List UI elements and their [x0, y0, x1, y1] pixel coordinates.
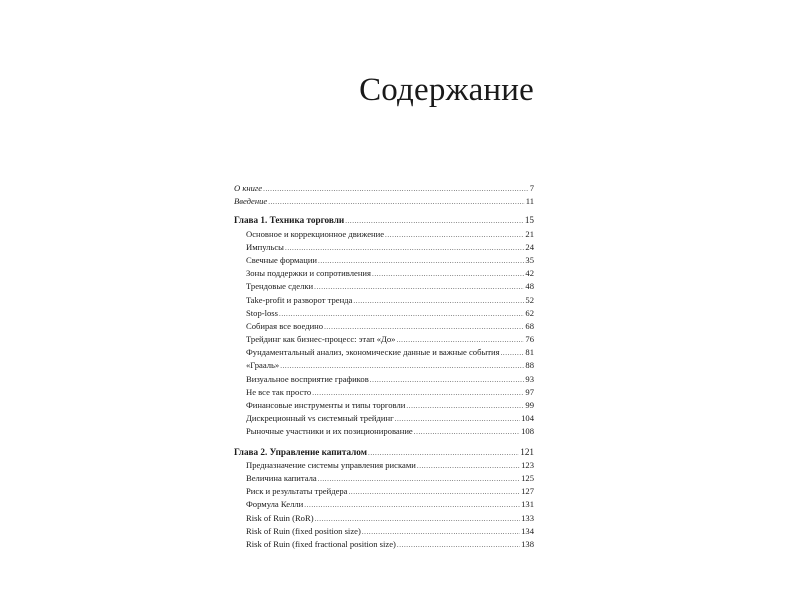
toc-section[interactable]	[234, 320, 534, 333]
dot-leader	[263, 183, 529, 195]
toc-chapter-page: 15	[524, 215, 534, 226]
toc-section-label: Собирая все воедино	[246, 320, 324, 331]
toc-section[interactable]	[234, 373, 534, 386]
toc-section-label: Risk of Ruin (RoR)	[246, 512, 314, 523]
toc-section-page: 76	[525, 334, 534, 345]
toc-section-page: 88	[525, 360, 534, 371]
dot-leader	[385, 229, 524, 241]
dot-leader	[406, 400, 524, 412]
toc-section-label: Формула Келли	[246, 499, 304, 510]
toc-section-page: 108	[521, 426, 534, 437]
toc-section[interactable]	[234, 254, 534, 267]
toc-section-page: 24	[525, 241, 534, 252]
toc-section[interactable]	[234, 241, 534, 254]
toc-section-label: Risk of Ruin (fixed position size)	[246, 525, 361, 536]
dot-leader	[304, 499, 520, 511]
dot-leader	[370, 374, 525, 386]
toc-section[interactable]	[234, 294, 534, 307]
toc-chapter-label: Глава 1. Техника торговли	[234, 215, 345, 226]
toc-section-page: 52	[525, 294, 534, 305]
page-title: Содержание	[359, 72, 534, 109]
toc-section[interactable]	[234, 538, 534, 551]
toc-entry-page: 11	[525, 196, 534, 207]
toc-section[interactable]	[234, 267, 534, 280]
toc-section[interactable]	[234, 399, 534, 412]
toc-section-page: 97	[525, 386, 534, 397]
toc-section[interactable]	[234, 459, 534, 472]
toc-section-page: 62	[525, 307, 534, 318]
toc-section-page: 42	[525, 268, 534, 279]
toc-section-label: Основное и коррекционное движение	[246, 228, 385, 239]
toc-section[interactable]	[234, 485, 534, 498]
toc-section[interactable]	[234, 386, 534, 399]
toc-section[interactable]	[234, 512, 534, 525]
dot-leader	[349, 486, 521, 498]
toc-section[interactable]	[234, 412, 534, 425]
toc-section[interactable]	[234, 498, 534, 511]
toc-section-label: Риск и результаты трейдера	[246, 486, 348, 497]
dot-leader	[501, 347, 525, 359]
toc-entry-page: 7	[529, 183, 534, 193]
toc-section-page: 133	[521, 512, 534, 523]
toc-section[interactable]	[234, 228, 534, 241]
toc-chapter-label: Глава 2. Управление капиталом	[234, 446, 367, 457]
toc-section-page: 138	[521, 538, 534, 549]
toc-section-label: Рыночные участники и их позиционирование	[246, 426, 413, 437]
dot-leader	[353, 295, 524, 307]
toc-section-label: Визуальное восприятие графиков	[246, 373, 369, 384]
toc-section-label: Зоны поддержки и сопротивления	[246, 268, 371, 279]
toc-section[interactable]	[234, 425, 534, 438]
dot-leader	[285, 242, 524, 254]
dot-leader	[362, 526, 520, 538]
toc-section-label: Трейдинг как бизнес-процесс: этап «До»	[246, 334, 396, 345]
dot-leader	[414, 426, 520, 438]
toc-section-page: 93	[525, 373, 534, 384]
dot-leader	[397, 539, 520, 551]
dot-leader	[395, 413, 521, 425]
toc-section-page: 68	[525, 320, 534, 331]
dot-leader	[315, 513, 521, 525]
toc-section-label: Предназначение системы управления рисками	[246, 459, 416, 470]
toc-section-label: Stop-loss	[246, 307, 278, 318]
toc-section-page: 81	[525, 347, 534, 358]
toc-entry-about-book[interactable]	[234, 182, 534, 195]
toc-section-page: 131	[521, 499, 534, 510]
toc-section-label: Финансовые инструменты и типы торговли	[246, 400, 406, 410]
toc-chapter-1[interactable]	[234, 214, 534, 227]
dot-leader	[318, 255, 524, 267]
dot-leader	[396, 334, 524, 346]
dot-leader	[318, 473, 520, 485]
dot-leader	[279, 308, 524, 320]
toc-entry-label: О книге	[234, 183, 263, 193]
toc-section-page: 134	[521, 525, 534, 536]
toc-section-label: Свечные формации	[246, 254, 318, 265]
dot-leader	[372, 268, 524, 280]
toc-chapter-page: 121	[520, 446, 534, 457]
toc-section[interactable]	[234, 333, 534, 346]
toc-section-page: 127	[521, 486, 534, 497]
dot-leader	[417, 460, 520, 472]
dot-leader	[314, 281, 524, 293]
toc-section[interactable]	[234, 346, 534, 359]
toc-section-page: 123	[521, 459, 534, 470]
toc-section[interactable]	[234, 472, 534, 485]
dot-leader	[368, 447, 519, 459]
toc-section-label: Фундаментальный анализ, экономические данные и важные события	[246, 347, 500, 358]
toc-section-page: 125	[521, 472, 534, 483]
toc-section-page: 21	[525, 228, 534, 239]
table-of-contents	[234, 182, 534, 551]
toc-section[interactable]	[234, 525, 534, 538]
dot-leader	[345, 215, 524, 227]
dot-leader	[268, 196, 524, 208]
toc-entry-label: Введение	[234, 196, 268, 207]
dot-leader	[312, 387, 524, 399]
toc-entry-introduction[interactable]	[234, 195, 534, 208]
toc-section-label: Трендовые сделки	[246, 281, 314, 292]
dot-leader	[324, 321, 524, 333]
toc-section[interactable]	[234, 307, 534, 320]
dot-leader	[280, 360, 524, 372]
toc-section-page: 48	[525, 281, 534, 292]
toc-section[interactable]	[234, 280, 534, 293]
toc-section[interactable]	[234, 359, 534, 372]
toc-section-label: Не все так просто	[246, 386, 312, 397]
toc-section-page: 35	[525, 254, 534, 265]
toc-section-label: Величина капитала	[246, 472, 317, 483]
toc-section-page: 99	[525, 400, 534, 410]
toc-section-label: Take-profit и разворот тренда	[246, 294, 353, 305]
toc-section-label: Risk of Ruin (fixed fractional position size)	[246, 538, 396, 549]
toc-section-page: 104	[521, 413, 534, 424]
toc-section-label: Дискреционный vs системный трейдинг	[246, 413, 394, 424]
toc-section-label: Импульсы	[246, 241, 284, 252]
toc-section-label: «Грааль»	[246, 360, 280, 371]
toc-chapter-2[interactable]	[234, 446, 534, 459]
